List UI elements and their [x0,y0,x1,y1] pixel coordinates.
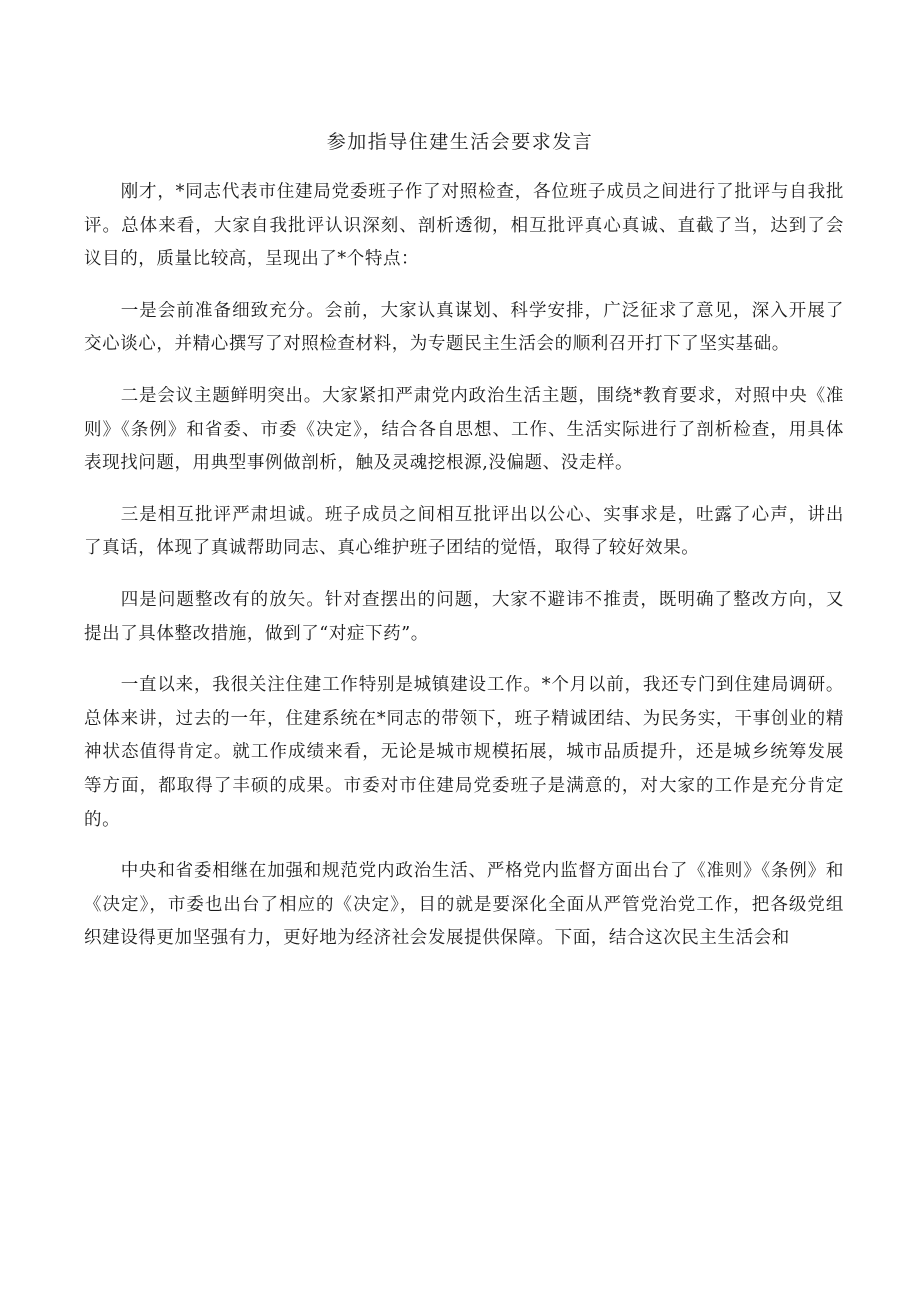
paragraph-3: 二是会议主题鲜明突出。大家紧扣严肃党内政治生活主题，围绕*教育要求，对照中央《准则》《条例》和省委、市委《决定》，结合各自思想、工作、生活实际进行了剖析检查，用具体表现找问题，用典型事例做剖析，触及灵魂挖根源,没偏题、没走样。 [84,385,844,474]
paragraph-5: 四是问题整改有的放矢。针对查摆出的问题，大家不避讳不推责，既明确了整改方向，又提出了具体整改措施，做到了“对症下药”。 [84,589,844,644]
paragraph-7: 中央和省委相继在加强和规范党内政治生活、严格党内监督方面出台了《准则》《条例》和《决定》，市委也出台了相应的《决定》，目的就是要深化全面从严管党治党工作，把各级党组织建设得更加坚强有力，更好地为经济社会发展提供保障。下面，结合这次民主生活会和 [84,861,844,949]
paragraph-6: 一直以来，我很关注住建工作特别是城镇建设工作。*个月以前，我还专门到住建局调研。总体来讲，过去的一年，住建系统在*同志的带领下，班子精诚团结、为民务实，干事创业的精神状态值得肯定。就工作成绩来看，无论是城市规模拓展，城市品质提升，还是城乡统筹发展等方面，都取得了丰硕的成果。市委对市住建局党委班子是满意的，对大家的工作是充分肯定的。 [84,675,844,830]
paragraph-1: 刚才，*同志代表市住建局党委班子作了对照检查，各位班子成员之间进行了批评与自我批评。总体来看，大家自我批评认识深刻、剖析透彻，相互批评真心真诚、直截了当，达到了会议目的，质量比较高，呈现出了*个特点： [84,182,844,270]
paragraph-2: 一是会前准备细致充分。会前，大家认真谋划、科学安排，广泛征求了意见，深入开展了交心谈心，并精心撰写了对照检查材料，为专题民主生活会的顺利召开打下了坚实基础。 [84,300,844,355]
document-body [84,176,844,974]
paragraph-4: 三是相互批评严肃坦诚。班子成员之间相互批评出以公心、实事求是，吐露了心声，讲出了真话，体现了真诚帮助同志、真心维护班子团结的觉悟，取得了较好效果。 [84,504,844,559]
document-title: 参加指导住建生活会要求发言 [326,131,594,153]
